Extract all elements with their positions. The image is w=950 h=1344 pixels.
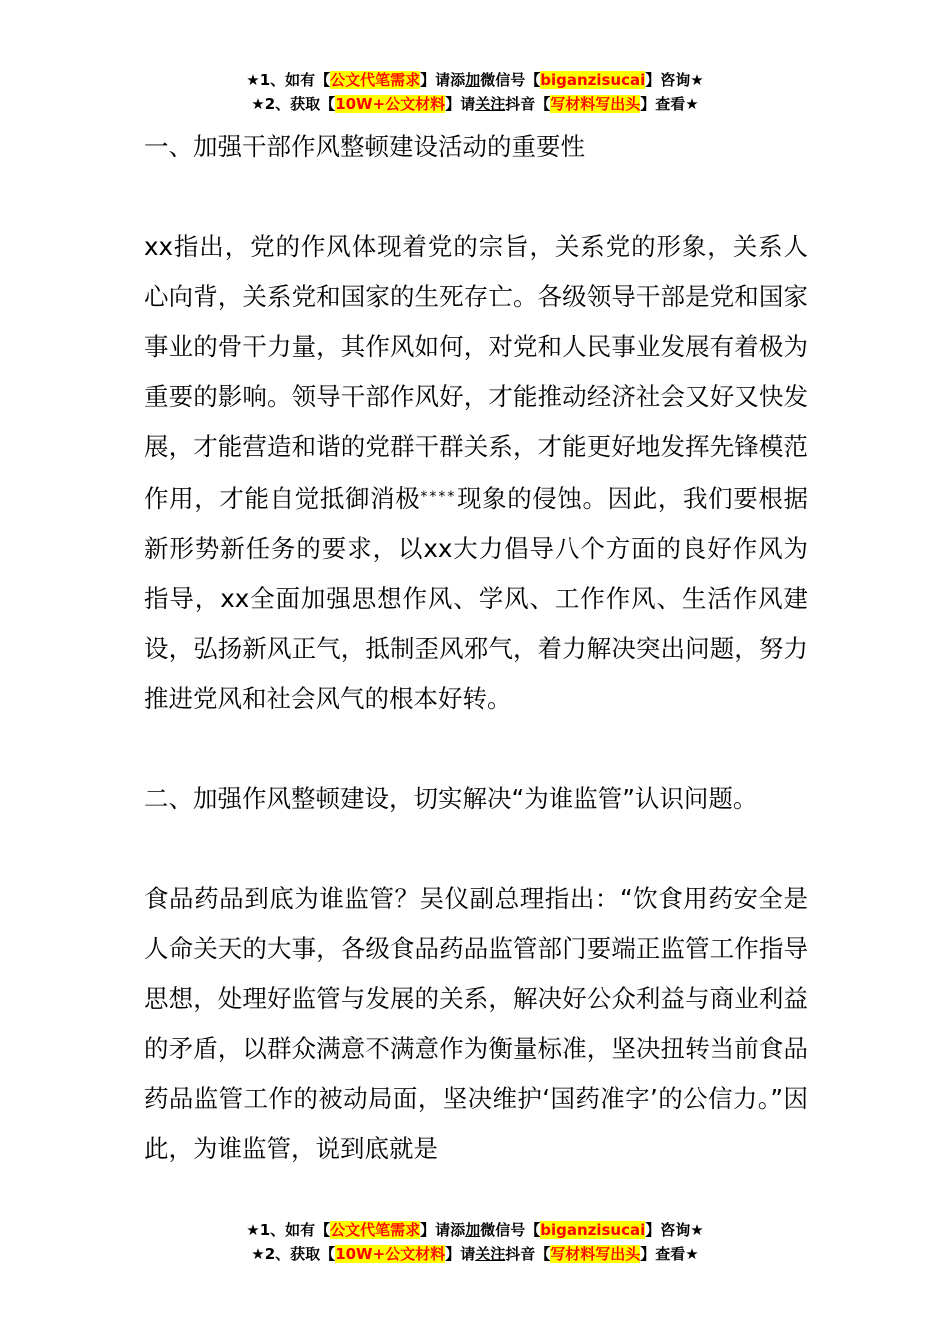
paragraph-1 (144, 222, 808, 724)
promo-wechat-id: biganzisucai (540, 1221, 646, 1239)
document-body (144, 122, 808, 1174)
promo-highlight: 10W+公文材料 (335, 95, 446, 113)
promo-line-1 (0, 68, 950, 92)
promo-douyin-id: 写材料写出头 (550, 95, 641, 113)
promo-text: ★2、获取【 (251, 95, 336, 113)
promo-text: ★1、如有【 (246, 1221, 331, 1239)
promo-banner-top (0, 68, 950, 116)
promo-text: ★1、如有【 (246, 71, 331, 89)
redacted-stars: **** (420, 489, 457, 505)
promo-text: 】查看★ (640, 1245, 699, 1263)
promo-text: ★2、获取【 (251, 1245, 336, 1263)
promo-text: 】请 (445, 1245, 476, 1263)
promo-text: 】请添 (420, 1221, 466, 1239)
promo-text: 】查看★ (640, 95, 699, 113)
paragraph-text: xx指出，党的作风体现着党的宗旨，关系党的形象，关系人心向背，关系党和国家的生死存亡。各级领导干部是党和国家事业的骨干力量，其作风如何，对党和人民事业发展有着极为重要的影响。领导干部作风好，才能推动经济社会又好又快发展，才能营造和谐的党群干群关系，才能更好地发挥先锋模范作用，才能自觉抵御消极 (144, 232, 808, 513)
section-heading-2: 二、加强作风整顿建设，切实解决“为谁监管”认识问题。 (144, 784, 758, 813)
section-heading-1: 一、加强干部作风整顿建设活动的重要性 (144, 132, 585, 161)
promo-line-2 (0, 1242, 950, 1266)
promo-text: 】请添 (420, 71, 466, 89)
promo-text: 】咨询★ (645, 71, 704, 89)
promo-underlined-text: 关注 (475, 95, 506, 113)
promo-underlined-text: 关注 (475, 1245, 506, 1263)
promo-text: 微信号【 (480, 1221, 541, 1239)
paragraph-text: 现象的侵蚀。因此，我们要根据新形势新任务的要求，以xx大力倡导八个方面的良好作风为指导，xx全面加强思想作风、学风、工作作风、生活作风建设，弘扬新风正气，抵制歪风邪气，着力解决突出问题，努力推进党风和社会风气的根本好转。 (144, 484, 809, 713)
promo-douyin-id: 写材料写出头 (550, 1245, 641, 1263)
promo-text: 抖音【 (505, 1245, 551, 1263)
promo-banner-bottom (0, 1218, 950, 1266)
promo-text: 抖音【 (505, 95, 551, 113)
promo-highlight: 公文代笔需求 (330, 71, 421, 89)
promo-underlined-text: 加 (465, 1221, 481, 1239)
promo-wechat-id: biganzisucai (540, 71, 646, 89)
paragraph-gap (144, 724, 808, 774)
promo-line-2 (0, 92, 950, 116)
promo-highlight: 公文代笔需求 (330, 1221, 421, 1239)
paragraph-gap (144, 172, 808, 222)
promo-highlight: 10W+公文材料 (335, 1245, 446, 1263)
promo-text: 微信号【 (480, 71, 541, 89)
paragraph-2: 食品药品到底为谁监管？吴仪副总理指出：“饮食用药安全是人命关天的大事，各级食品药品监管部门要端正监管工作指导思想，处理好监管与发展的关系，解决好公众利益与商业利益的矛盾，以群众满意不满意作为衡量标准，坚决扭转当前食品药品监管工作的被动局面，坚决维护‘国药准字’的公信力。”因此，为谁监管，说到底就是 (144, 884, 808, 1163)
promo-line-1 (0, 1218, 950, 1242)
promo-underlined-text: 加 (465, 71, 481, 89)
promo-text: 】请 (445, 95, 476, 113)
promo-text: 】咨询★ (645, 1221, 704, 1239)
paragraph-gap (144, 824, 808, 874)
